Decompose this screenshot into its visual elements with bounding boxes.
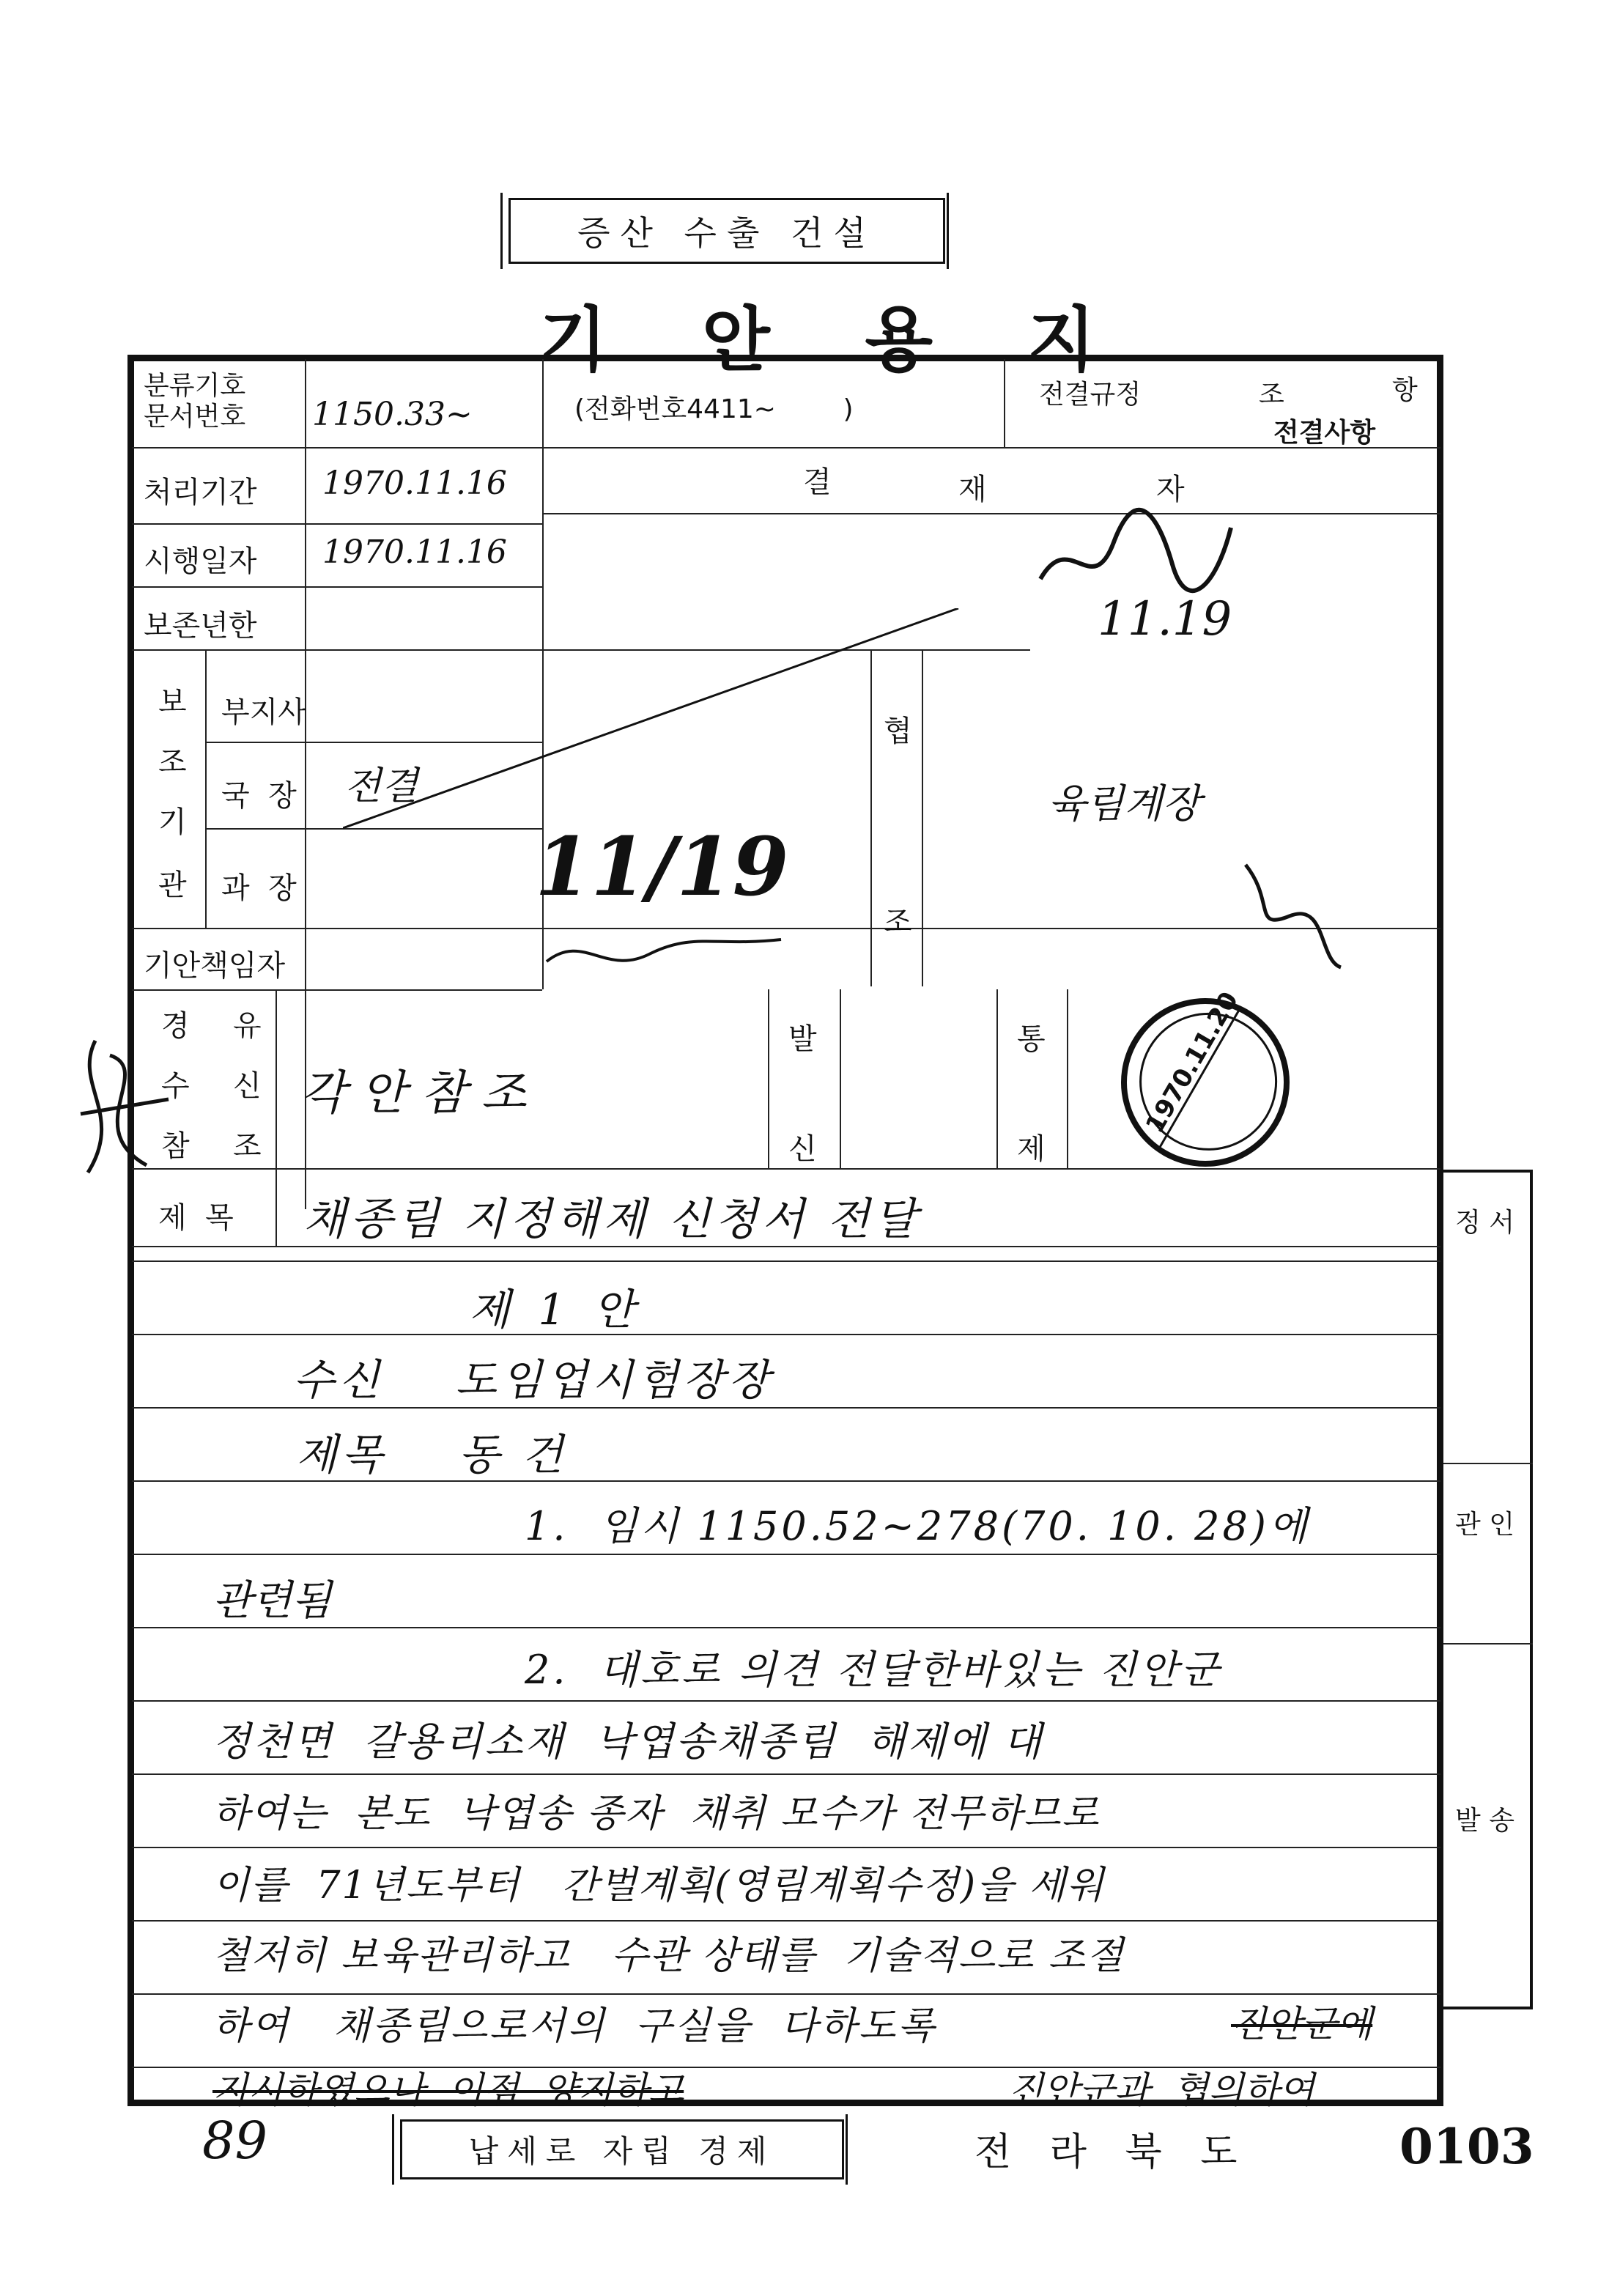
control-char-1: 통 xyxy=(1017,1022,1046,1056)
body-line-11: 하여 채종림으로서의 구실을 다하도록 xyxy=(212,2004,937,2048)
side-column xyxy=(1443,1170,1533,2009)
control-char-2: 제 xyxy=(1017,1132,1046,1166)
slogan-top xyxy=(508,198,945,264)
routing-label-1a: 경 xyxy=(161,1009,190,1043)
phone-number: (전화번호4411~ ) xyxy=(574,394,854,424)
assist-row-3-label: 과 장 xyxy=(221,871,297,905)
classification-value: 1150.33~ xyxy=(312,396,473,433)
body-line-5: 관련됨 xyxy=(212,1577,332,1625)
body-line-8: 하여는 본도 낙엽송 종자 채취 모수가 전무하므로 xyxy=(212,1792,1101,1836)
subject-label: 제 목 xyxy=(158,1201,234,1235)
body-line-2: 수신 도임업시험장장 xyxy=(293,1355,774,1405)
province-name: 전 라 북 도 xyxy=(974,2130,1251,2174)
form-title: 기 안 용 지 xyxy=(539,298,1131,381)
coop-char-2: 조 xyxy=(884,905,912,939)
coop-value: 육림계장 xyxy=(1048,780,1201,827)
approval-header-1: 결 xyxy=(803,465,832,499)
classification-label: 분류기호 문서번호 xyxy=(144,371,246,432)
approval-header-2: 재 xyxy=(958,473,987,506)
slogan-top-text: 증산 수출 건설 xyxy=(577,213,876,253)
subject-value: 채종림 지정해제 신청서 전달 xyxy=(303,1194,921,1245)
coop-signature-scribble xyxy=(1231,843,1348,975)
body-line-9: 이를 71년도부터 간벌계획(영림계획수정)을 세워 xyxy=(212,1864,1106,1908)
coop-char-1: 협 xyxy=(884,715,912,748)
effect-value: 1970.11.16 xyxy=(322,534,507,571)
drafter-label: 기안책임자 xyxy=(144,949,286,983)
body-line-7: 정천면 갈용리소재 낙엽송채종림 해제에 대 xyxy=(212,1719,1044,1765)
rule-item: 전결사항 xyxy=(1273,418,1376,448)
routing-label-3b: 조 xyxy=(233,1129,262,1163)
assist-group-char-1: 보 xyxy=(158,685,187,719)
side-label-balsong: 발 송 xyxy=(1455,1806,1514,1836)
body-line-3: 제목 동 건 xyxy=(296,1430,568,1480)
body-line-1: 제 1 안 xyxy=(469,1285,642,1335)
approval-signature-mark: 11.19 xyxy=(1098,592,1232,646)
body-line-12-tail: 진안군과 협의하여 xyxy=(1008,2069,1315,2111)
approval-header-3: 자 xyxy=(1156,473,1185,506)
assist-row-2-label: 국 장 xyxy=(221,779,297,813)
document-number: 0103 xyxy=(1399,2118,1534,2175)
rule-label: 전결규정 xyxy=(1039,380,1142,410)
assist-row-2-value: 전결 xyxy=(344,764,418,808)
routing-label-2b: 신 xyxy=(233,1069,262,1103)
period-label: 처리기간 xyxy=(144,476,257,509)
approval-signature-scribble xyxy=(1026,498,1246,616)
assist-group-char-2: 조 xyxy=(158,745,187,779)
rule-hang: 항 xyxy=(1392,375,1418,405)
assist-group-char-3: 기 xyxy=(158,805,187,839)
body-line-4: 1. 임시 1150.52~278(70. 10. 28)에 xyxy=(525,1503,1311,1549)
routing-label-2a: 수 xyxy=(161,1069,190,1103)
routing-label-3a: 참 xyxy=(161,1129,190,1163)
body-line-12-struck: 지시하였으나 이점 양지하고 xyxy=(212,2069,684,2111)
send-char-1: 발 xyxy=(788,1022,817,1056)
slogan-bottom xyxy=(400,2119,844,2179)
margin-scribble xyxy=(66,1026,183,1187)
body-line-10: 철저히 보육관리하고 수관 상태를 기술적으로 조절 xyxy=(212,1934,1125,1978)
diagonal-line xyxy=(343,608,966,843)
rule-jo: 조 xyxy=(1259,380,1284,410)
retention-label: 보존년한 xyxy=(144,609,257,643)
effect-label: 시행일자 xyxy=(144,545,257,578)
routing-label-1b: 유 xyxy=(233,1009,262,1043)
stamp-date: 1970.11.20 xyxy=(1140,986,1245,1139)
slogan-bottom-text: 납세로 자립 경제 xyxy=(468,2133,776,2169)
body-line-6: 2. 대호로 의견 전달한바있는 진안군 xyxy=(525,1647,1222,1693)
drafter-signature: 11/19 xyxy=(535,819,789,914)
side-label-jeongseo: 정 서 xyxy=(1455,1208,1514,1238)
assist-row-1-label: 부지사 xyxy=(221,695,306,729)
assist-group-char-4: 관 xyxy=(158,868,187,902)
send-char-2: 신 xyxy=(788,1132,817,1166)
period-value: 1970.11.16 xyxy=(322,465,507,502)
recipient-value: 각 안 참 조 xyxy=(300,1066,527,1121)
side-label-gwanin: 관 인 xyxy=(1455,1510,1514,1540)
page-handwritten-number: 89 xyxy=(202,2111,268,2171)
body-line-11-struck-tail: 진안군에 xyxy=(1231,2003,1373,2045)
drafter-scribble xyxy=(539,925,788,983)
